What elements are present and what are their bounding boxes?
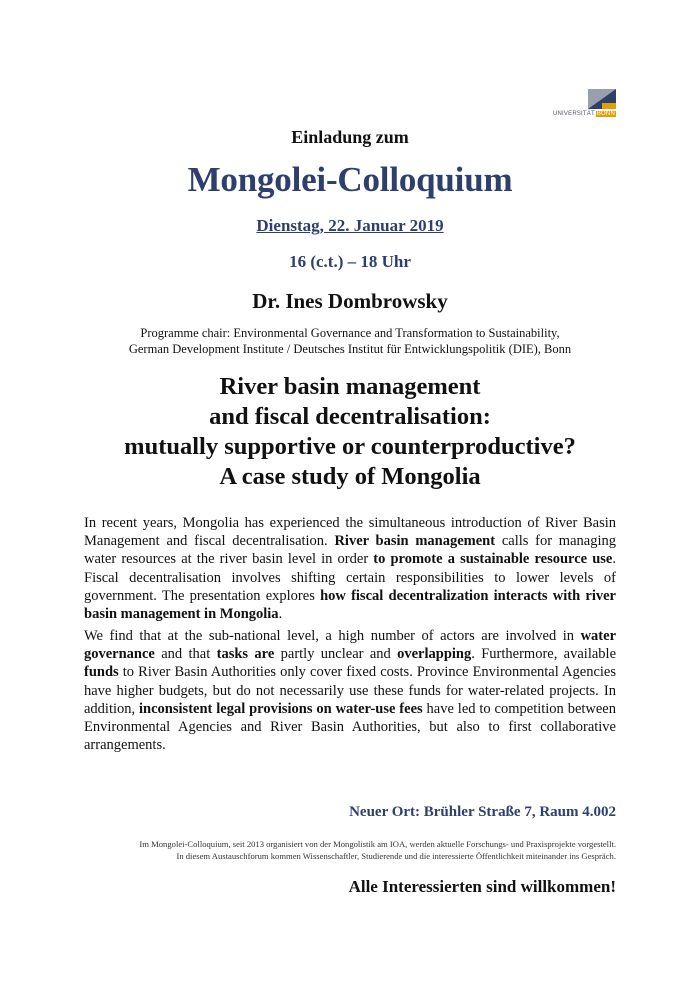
emphasis-text: to promote a sustainable resource use [373, 551, 613, 568]
paragraph-text: partly unclear and [274, 646, 398, 663]
emphasis-text: water governance [84, 628, 616, 663]
paragraph-text: and that [154, 646, 217, 663]
talk-title-line-4: A case study of Mongolia [219, 463, 481, 490]
description-line-1: Im Mongolei-Colloquium, seit 2013 organisiert von der Mongolistik am IOA, werden aktuelle Forschungs- und Praxisprojekte vorgestellt. [139, 839, 616, 849]
emphasis-text: tasks are [216, 646, 275, 663]
logo-text-bonn: BONN [596, 111, 615, 117]
event-date-rest: 22. Januar 2019 [323, 216, 444, 235]
talk-title-line-3: mutually supportive or counterproductive? [124, 433, 576, 460]
event-date-weekday: Dienstag, [256, 216, 324, 235]
paragraph-text: . Furthermore, available [471, 646, 617, 663]
talk-title [0, 372, 700, 492]
page-title: Mongolei-Colloquium [187, 160, 513, 199]
location-notice: Neuer Ort: Brühler Straße 7, Raum 4.002 [349, 804, 616, 820]
talk-title-line-2: and fiscal decentralisation: [209, 403, 491, 430]
affiliation-line-1: Programme chair: Environmental Governance and Transformation to Sustainability, [140, 326, 560, 340]
colloquium-description [56, 838, 616, 862]
event-date [0, 216, 700, 236]
event-date-text [256, 216, 443, 235]
paragraph-text: . Fiscal decentralisation involves shifting certain responsibilities to lower levels of government. The presentation explores [84, 551, 616, 604]
affiliation-line-2: German Development Institute / Deutsches Institut für Entwicklungspolitik (DIE), Bonn [128, 342, 572, 356]
paragraph-text: to River Basin Authorities only cover fixed costs. Province Environmental Agencies have higher budgets, but do not necessarily use these funds for water-related projects. In addition, [84, 664, 616, 717]
event-time: 16 (c.t.) – 18 Uhr [289, 252, 411, 271]
emphasis-text: inconsistent legal provisions on water-use fees [139, 700, 423, 717]
talk-title-line-1: River basin management [219, 373, 481, 400]
paragraph-text: . [278, 606, 283, 623]
abstract-paragraph-1 [84, 514, 616, 623]
emphasis-text: funds [84, 664, 119, 681]
abstract-paragraph-2 [84, 627, 616, 754]
paragraph-text: In recent years, Mongolia has experienced the simultaneous introduction of River Basin Management and fiscal decentralisation. [84, 515, 616, 550]
paragraph-text: calls for managing water resources at the river basin level in order [84, 533, 616, 568]
description-line-2: In diesem Austauschforum kommen Wissenschaftler, Studierende und die interessierte Öffentlichkeit miteinander ins Gespräch. [176, 851, 616, 861]
emphasis-text: how fiscal decentralization interacts with river basin management in Mongolia [84, 587, 616, 623]
logo-text-prefix: UNIVERSITÄT [552, 111, 595, 117]
invitation-heading: Einladung zum [291, 127, 409, 147]
emphasis-text: overlapping [397, 646, 472, 663]
paragraph-text: We find that at the sub-national level, a high number of actors are involved in [84, 628, 581, 644]
welcome-note: Alle Interessierten sind willkommen! [348, 877, 616, 896]
university-logo-mark-icon [588, 89, 616, 109]
university-logo [554, 89, 616, 119]
emphasis-text: River basin management [334, 533, 496, 550]
speaker-affiliation [0, 325, 700, 357]
speaker-name: Dr. Ines Dombrowsky [252, 289, 448, 313]
paragraph-text: have led to competition between Environmental Agencies and River Basin Authorities, but also to first collaborative arrangements. [84, 700, 616, 754]
university-logo-text [553, 111, 616, 117]
